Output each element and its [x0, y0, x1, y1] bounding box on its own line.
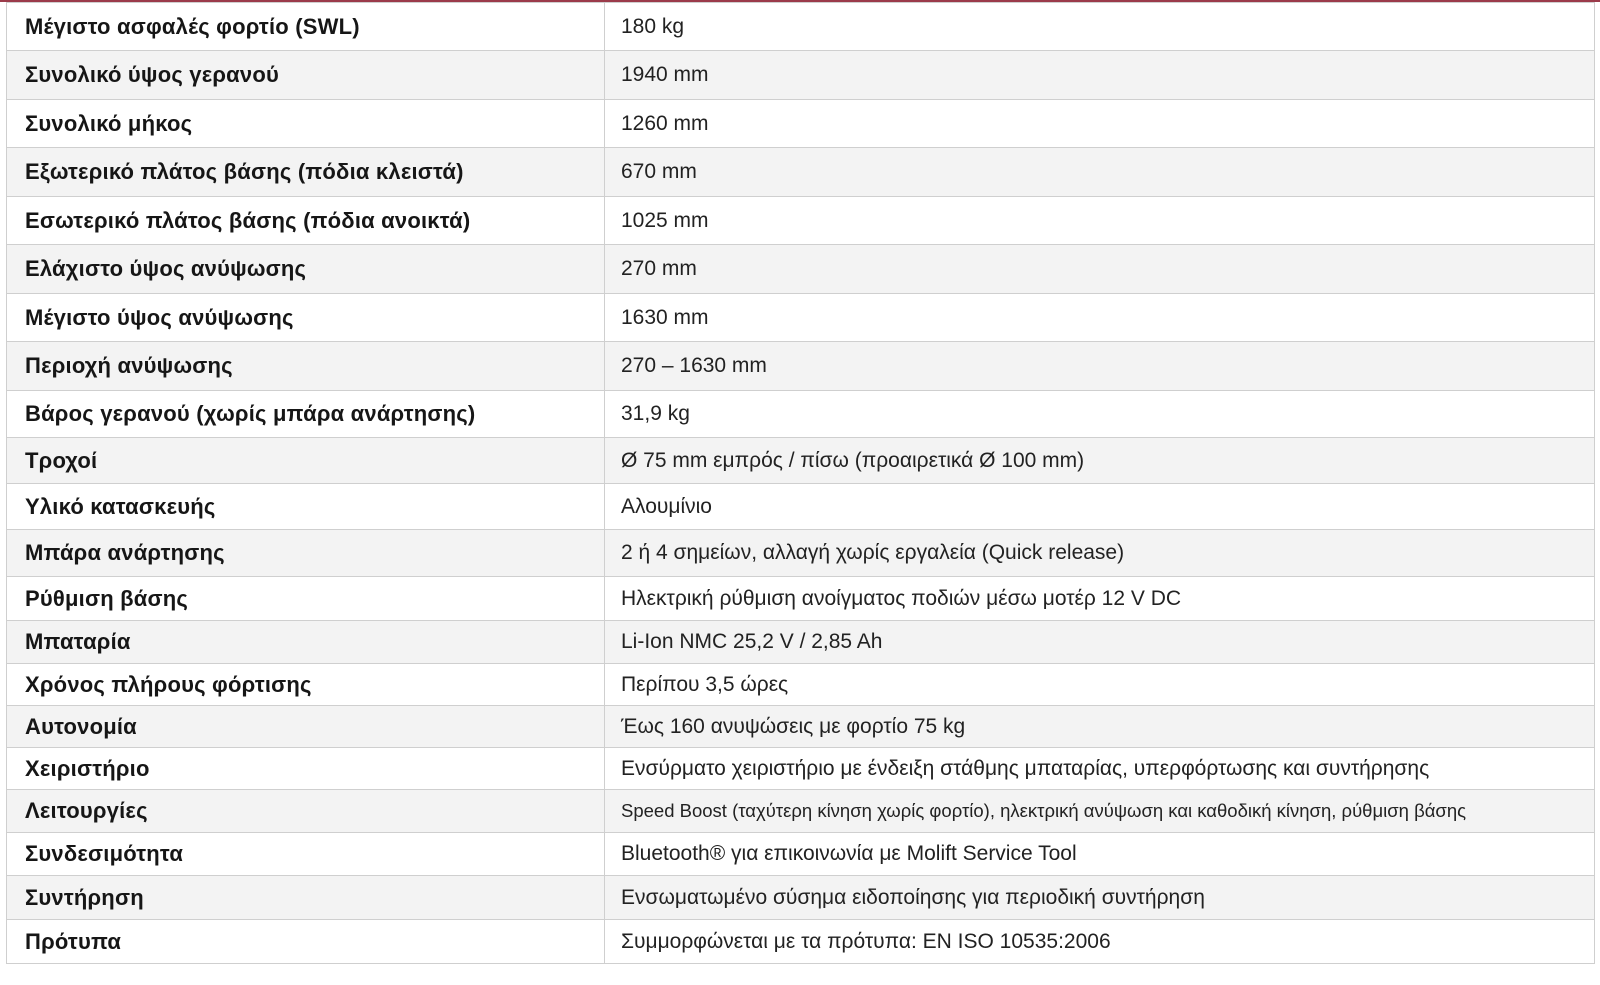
- spec-value: Ø 75 mm εμπρός / πίσω (προαιρετικά Ø 100 mm): [605, 438, 1595, 484]
- spec-value: 180 kg: [605, 3, 1595, 51]
- spec-label: Λειτουργίες: [7, 790, 605, 833]
- spec-label: Συντήρηση: [7, 876, 605, 920]
- table-row: [7, 790, 1595, 833]
- spec-label: Συνολικό μήκος: [7, 100, 605, 148]
- table-row: [7, 920, 1595, 964]
- spec-label: Ρύθμιση βάσης: [7, 577, 605, 621]
- spec-label: Μέγιστο ασφαλές φορτίο (SWL): [7, 3, 605, 51]
- spec-label: Μπαταρία: [7, 621, 605, 664]
- specifications-table-body: [7, 3, 1595, 964]
- spec-value: Περίπου 3,5 ώρες: [605, 664, 1595, 706]
- spec-label: Εσωτερικό πλάτος βάσης (πόδια ανοικτά): [7, 197, 605, 245]
- table-row: [7, 3, 1595, 51]
- table-row: [7, 342, 1595, 391]
- spec-label: Αυτονομία: [7, 706, 605, 748]
- table-row: [7, 876, 1595, 920]
- table-row: [7, 197, 1595, 245]
- spec-value: Έως 160 ανυψώσεις με φορτίο 75 kg: [605, 706, 1595, 748]
- spec-value: 270 – 1630 mm: [605, 342, 1595, 391]
- spec-label: Πρότυπα: [7, 920, 605, 964]
- spec-value: Συμμορφώνεται με τα πρότυπα: EN ISO 10535:2006: [605, 920, 1595, 964]
- table-row: [7, 833, 1595, 876]
- spec-label: Χειριστήριο: [7, 748, 605, 790]
- table-row: [7, 438, 1595, 484]
- spec-label: Ελάχιστο ύψος ανύψωσης: [7, 245, 605, 294]
- table-row: [7, 294, 1595, 342]
- table-row: [7, 748, 1595, 790]
- spec-label: Περιοχή ανύψωσης: [7, 342, 605, 391]
- table-row: [7, 100, 1595, 148]
- spec-value: 1940 mm: [605, 51, 1595, 100]
- table-row: [7, 484, 1595, 530]
- table-row: [7, 148, 1595, 197]
- table-row: [7, 245, 1595, 294]
- table-row: [7, 621, 1595, 664]
- spec-label: Συνολικό ύψος γερανού: [7, 51, 605, 100]
- spec-value: 1025 mm: [605, 197, 1595, 245]
- spec-value: 270 mm: [605, 245, 1595, 294]
- spec-value: 670 mm: [605, 148, 1595, 197]
- spec-value: Bluetooth® για επικοινωνία με Molift Service Tool: [605, 833, 1595, 876]
- spec-label: Εξωτερικό πλάτος βάσης (πόδια κλειστά): [7, 148, 605, 197]
- spec-label: Συνδεσιμότητα: [7, 833, 605, 876]
- table-row: [7, 706, 1595, 748]
- spec-label: Υλικό κατασκευής: [7, 484, 605, 530]
- specifications-table: [6, 2, 1595, 964]
- spec-label: Βάρος γερανού (χωρίς μπάρα ανάρτησης): [7, 391, 605, 438]
- spec-label: Χρόνος πλήρους φόρτισης: [7, 664, 605, 706]
- spec-value: 2 ή 4 σημείων, αλλαγή χωρίς εργαλεία (Quick release): [605, 530, 1595, 577]
- spec-value: Ηλεκτρική ρύθμιση ανοίγματος ποδιών μέσω μοτέρ 12 V DC: [605, 577, 1595, 621]
- spec-value: 31,9 kg: [605, 391, 1595, 438]
- spec-label: Τροχοί: [7, 438, 605, 484]
- spec-value: Αλουμίνιο: [605, 484, 1595, 530]
- spec-label: Μπάρα ανάρτησης: [7, 530, 605, 577]
- table-row: [7, 391, 1595, 438]
- spec-value: 1630 mm: [605, 294, 1595, 342]
- table-row: [7, 51, 1595, 100]
- table-row: [7, 664, 1595, 706]
- spec-value: Ενσωματωμένο σύσημα ειδοποίησης για περιοδική συντήρηση: [605, 876, 1595, 920]
- spec-label: Μέγιστο ύψος ανύψωσης: [7, 294, 605, 342]
- spec-value: Li-Ion NMC 25,2 V / 2,85 Ah: [605, 621, 1595, 664]
- spec-value: Ενσύρματο χειριστήριο με ένδειξη στάθμης μπαταρίας, υπερφόρτωσης και συντήρησης: [605, 748, 1595, 790]
- spec-value: 1260 mm: [605, 100, 1595, 148]
- table-row: [7, 577, 1595, 621]
- spec-value: Speed Boost (ταχύτερη κίνηση χωρίς φορτίο), ηλεκτρική ανύψωση και καθοδική κίνηση, ρύθμιση βάσης: [605, 790, 1595, 833]
- table-row: [7, 530, 1595, 577]
